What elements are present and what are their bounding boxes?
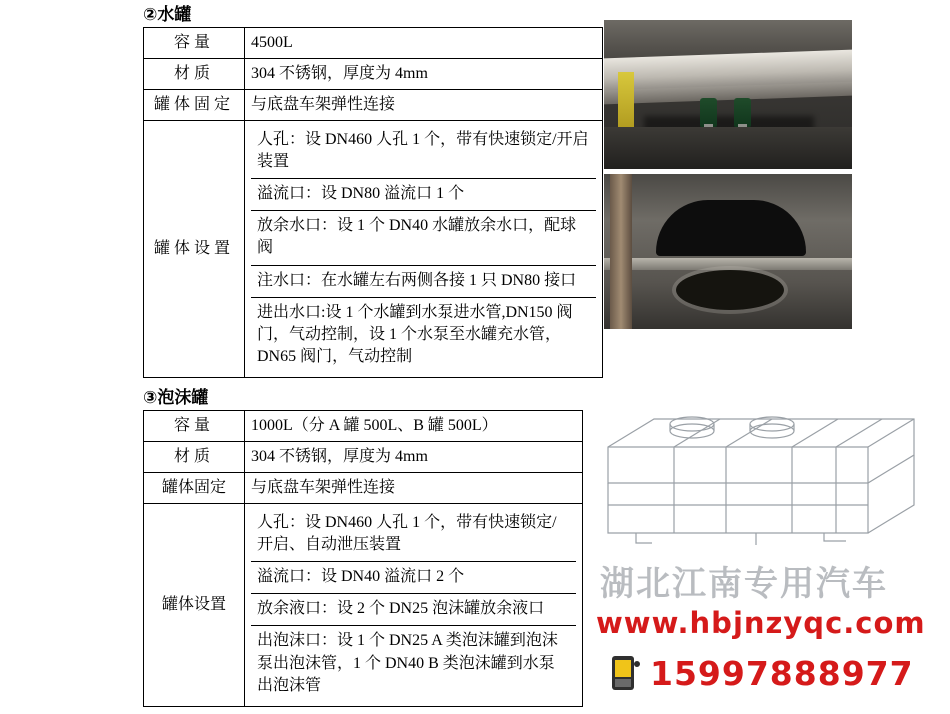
foam-tank-line-drawing	[596, 401, 926, 551]
list-item	[251, 594, 576, 626]
row-value-material: 304 不锈钢，厚度为 4mm	[245, 442, 583, 473]
list-item	[251, 508, 576, 562]
table-row	[144, 59, 603, 90]
photo-dark-opening	[656, 200, 806, 256]
row-value-capacity: 4500L	[245, 27, 603, 58]
setting-foam-outlet: 出泡沫口：设 1 个 DN25 A 类泡沫罐到泡沫泵出泡沫管，1 个 DN40 B 类泡沫罐到水泵出泡沫管	[257, 632, 558, 694]
table-row	[144, 121, 603, 378]
setting-manhole: 人孔：设 DN460 人孔 1 个，带有快速锁定/开启、自动泄压装置	[251, 508, 576, 562]
row-label-material: 材质	[144, 59, 245, 90]
table-row	[144, 504, 583, 707]
photo-floor	[604, 127, 852, 169]
row-label-settings: 罐体设置	[144, 504, 245, 707]
setting-drain: 放余液口：设 2 个 DN25 泡沫罐放余液口	[251, 594, 576, 626]
row-value-mounting: 与底盘车架弹性连接	[245, 473, 583, 504]
foam-tank-spec-table	[143, 410, 583, 707]
phone-number: 15997888977	[650, 654, 914, 693]
settings-cell	[245, 504, 583, 707]
photo-shelf	[604, 258, 852, 270]
settings-cell	[245, 121, 603, 378]
setting-inlet-outlet: 进出水口:设 1 个水罐到水泵进水管,DN150 阀门，气动控制，设 1 个水泵至水罐充水管，DN65 阀门，气动控制	[257, 303, 573, 365]
water-tank-settings-list	[251, 125, 596, 373]
row-value-material: 304 不锈钢，厚度为 4mm	[245, 59, 603, 90]
photo-manhole	[676, 270, 784, 310]
setting-fill: 注水口：在水罐左右两侧各接 1 只 DN80 接口	[251, 265, 596, 297]
photo-yellow-strip	[618, 72, 634, 130]
row-label-material: 材质	[144, 442, 245, 473]
list-item	[251, 265, 596, 297]
list-item	[251, 562, 576, 594]
section-title-water-tank: ②水罐	[143, 5, 192, 25]
list-item	[251, 179, 596, 211]
phone-icon	[606, 652, 644, 696]
row-label-mounting: 罐体固定	[144, 473, 245, 504]
company-watermark: 湖北江南专用汽车	[600, 564, 888, 604]
table-row	[144, 27, 603, 58]
tank-underside-valves-photo	[604, 20, 852, 169]
table-row	[144, 442, 583, 473]
row-value-mounting: 与底盘车架弹性连接	[245, 90, 603, 121]
water-tank-spec-table	[143, 27, 603, 378]
row-label-settings: 罐体设置	[144, 121, 245, 378]
row-label-mounting: 罐体固定	[144, 90, 245, 121]
row-value-capacity: 1000L（分 A 罐 500L、B 罐 500L）	[245, 410, 583, 441]
website-url: www.hbjnzyqc.com	[596, 606, 926, 640]
table-row	[144, 90, 603, 121]
list-item	[251, 125, 596, 179]
foam-tank-settings-list	[251, 508, 576, 702]
setting-manhole: 人孔：设 DN460 人孔 1 个，带有快速锁定/开启装置	[251, 125, 596, 179]
tank-manhole-interior-photo	[604, 174, 852, 329]
section-title-foam-tank: ③泡沫罐	[143, 388, 209, 408]
setting-overflow: 溢流口：设 DN80 溢流口 1 个	[251, 179, 596, 211]
row-label-capacity: 容量	[144, 410, 245, 441]
water-tank-photo-column	[604, 20, 852, 329]
table-row	[144, 473, 583, 504]
list-item	[251, 297, 596, 373]
list-item	[251, 626, 576, 702]
row-label-capacity: 容量	[144, 27, 245, 58]
table-row	[144, 410, 583, 441]
setting-drain: 放余水口：设 1 个 DN40 水罐放余水口，配球阀	[251, 211, 596, 265]
setting-overflow: 溢流口：设 DN40 溢流口 2 个	[251, 562, 576, 594]
photo-pillar	[610, 174, 632, 329]
list-item	[251, 211, 596, 265]
